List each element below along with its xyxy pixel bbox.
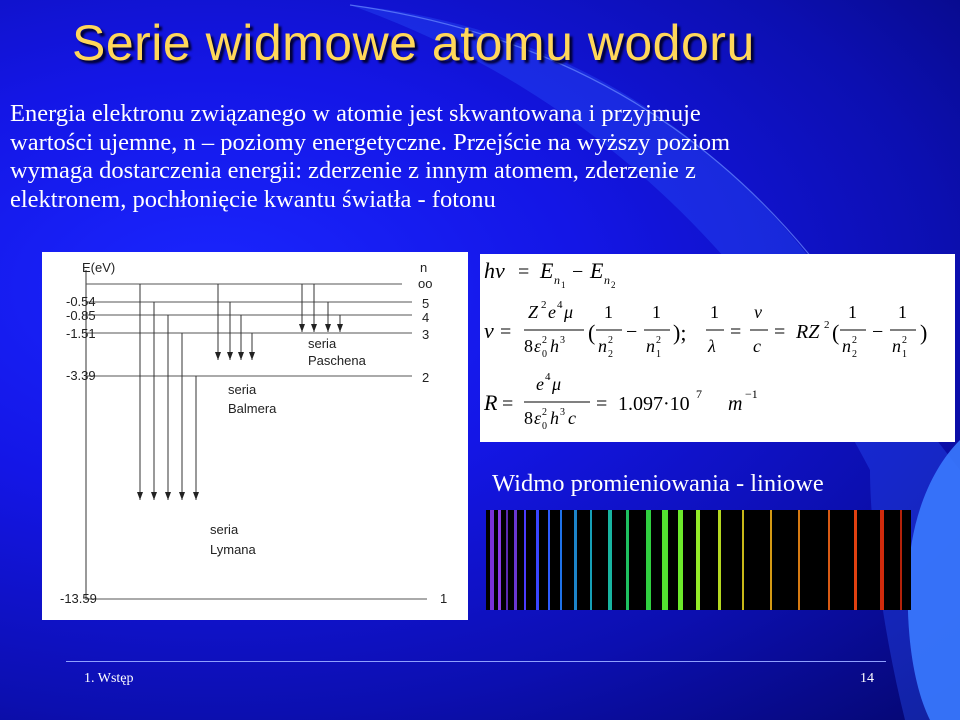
balmer-arrow-head	[215, 352, 221, 360]
spectral-line	[770, 510, 772, 610]
spectral-line	[524, 510, 526, 610]
spectral-line	[798, 510, 800, 610]
level-n-label: oo	[418, 276, 433, 291]
balmer-arrow-head	[238, 352, 244, 360]
spectral-line	[696, 510, 700, 610]
svg-text:2: 2	[852, 349, 857, 360]
spectral-line	[506, 510, 508, 610]
svg-text:−: −	[872, 321, 884, 343]
energy-symbol: E	[540, 258, 554, 283]
line-spectrum	[486, 510, 911, 610]
paschen-arrow-head	[299, 324, 305, 332]
svg-text:c: c	[753, 336, 761, 356]
spectral-line	[854, 510, 857, 610]
spectral-line	[626, 510, 629, 610]
svg-text:2: 2	[902, 335, 907, 346]
svg-text:=: =	[596, 393, 608, 415]
spectrum-svg	[486, 510, 911, 610]
n-column-header: n	[420, 260, 428, 275]
spectral-line	[490, 510, 494, 610]
spectral-line	[718, 510, 721, 610]
rydberg-unit-exponent: −1	[745, 387, 758, 401]
series-label: seria	[210, 522, 239, 537]
lyman-arrow-head	[193, 492, 199, 500]
svg-text:2: 2	[608, 349, 613, 360]
svg-text:4: 4	[545, 371, 551, 383]
svg-text:2: 2	[824, 319, 830, 331]
frequency-formula	[484, 299, 927, 360]
svg-text:2: 2	[608, 335, 613, 346]
level-energy-label: -13.59	[60, 591, 97, 606]
series-label: Balmera	[228, 401, 277, 416]
svg-text:e: e	[536, 374, 544, 394]
svg-text:Z: Z	[528, 302, 539, 322]
spectrum-caption: Widmo promieniowania - liniowe	[492, 470, 824, 497]
svg-text:): )	[920, 320, 928, 345]
svg-text:8: 8	[524, 408, 533, 428]
svg-text:1: 1	[898, 302, 907, 322]
intro-line: elektronem, pochłonięcie kwantu światła - fotonu	[10, 185, 496, 213]
spectral-line	[574, 510, 577, 610]
energy-subsubscript: 2	[611, 280, 616, 290]
svg-text:RZ: RZ	[796, 321, 820, 343]
minus-sign: −	[572, 261, 584, 283]
energy-symbol: E	[590, 258, 604, 283]
svg-text:e: e	[548, 302, 556, 322]
spectral-line	[880, 510, 884, 610]
spectral-line	[514, 510, 517, 610]
svg-text:1: 1	[656, 349, 661, 360]
svg-text:=: =	[730, 321, 742, 343]
energy-axis-label: E(eV)	[82, 260, 116, 275]
svg-text:ν: ν	[484, 318, 494, 343]
level-energy-label: -3.39	[66, 368, 96, 383]
svg-text:2: 2	[541, 299, 547, 311]
intro-line: wymaga dostarczenia energii: zderzenie z innym atomem, zderzenie z	[10, 157, 696, 184]
level-n-label: 2	[422, 370, 430, 385]
intro-line: Energia elektronu związanego w atomie jest skwantowana i przyjmuje	[10, 100, 701, 127]
slide-title: Serie widmowe atomu wodoru	[72, 15, 755, 71]
svg-text:2: 2	[656, 335, 661, 346]
paschen-arrow-head	[325, 324, 331, 332]
svg-text:1: 1	[848, 302, 857, 322]
svg-text:(: (	[832, 320, 840, 345]
svg-text:8: 8	[524, 336, 533, 356]
rydberg-unit: m	[728, 393, 743, 415]
svg-text:R: R	[484, 390, 498, 415]
svg-text:h: h	[550, 408, 559, 428]
svg-text:n: n	[842, 336, 851, 356]
spectral-line	[828, 510, 830, 610]
svg-text:);: );	[673, 320, 687, 345]
svg-text:0: 0	[542, 421, 547, 432]
svg-text:μ: μ	[552, 374, 562, 394]
spectral-line	[742, 510, 744, 610]
level-energy-label: -0.85	[66, 308, 96, 323]
svg-text:0: 0	[542, 349, 547, 360]
svg-text:=: =	[502, 393, 514, 415]
spectral-line	[900, 510, 902, 610]
spectral-line	[498, 510, 501, 610]
equals-sign: =	[518, 261, 530, 283]
svg-text:1: 1	[902, 349, 907, 360]
level-n-label: 1	[440, 591, 448, 606]
intro-paragraph	[10, 100, 955, 214]
level-n-label: 5	[422, 296, 430, 311]
page-number: 14	[860, 671, 874, 686]
svg-text:2: 2	[852, 335, 857, 346]
series-label: seria	[308, 336, 337, 351]
energy-subscript: n	[554, 273, 560, 287]
svg-text:n: n	[646, 336, 655, 356]
svg-text:λ: λ	[708, 336, 716, 356]
svg-text:2: 2	[542, 335, 547, 346]
energy-subsubscript: 1	[561, 280, 566, 290]
level-energy-label: -0.54	[66, 294, 96, 309]
paschen-arrow-head	[311, 324, 317, 332]
level-n-label: 4	[422, 310, 430, 325]
spectral-line	[548, 510, 550, 610]
svg-text:ε: ε	[534, 336, 542, 356]
svg-text:n: n	[598, 336, 607, 356]
rydberg-exponent: 7	[696, 387, 702, 401]
svg-text:1: 1	[652, 302, 661, 322]
svg-text:=: =	[500, 321, 512, 343]
rydberg-value: 1.097·10	[618, 393, 690, 415]
svg-text:1: 1	[604, 302, 613, 322]
lyman-arrow-head	[165, 492, 171, 500]
intro-line: wartości ujemne, n – poziomy energetyczne. Przejście na wyższy poziom	[10, 128, 731, 156]
spectral-line	[662, 510, 668, 610]
svg-text:ν: ν	[754, 302, 762, 322]
svg-text:h: h	[550, 336, 559, 356]
spectral-line	[608, 510, 612, 610]
energy-level-svg	[42, 252, 468, 620]
svg-text:(: (	[588, 320, 596, 345]
lyman-arrow-head	[137, 492, 143, 500]
balmer-arrow-head	[249, 352, 255, 360]
balmer-arrow-head	[227, 352, 233, 360]
svg-text:c: c	[568, 408, 576, 428]
spectral-line	[590, 510, 592, 610]
spectral-line	[646, 510, 651, 610]
energy-level-diagram	[42, 252, 468, 620]
formula-panel	[480, 254, 955, 442]
level-energy-label: -1.51	[66, 326, 96, 341]
spectral-line	[560, 510, 562, 610]
planck-lhs: hν	[484, 258, 505, 283]
formula-svg	[480, 254, 955, 442]
svg-text:ε: ε	[534, 408, 542, 428]
rydberg-constant-formula	[483, 371, 607, 432]
lyman-arrow-head	[179, 492, 185, 500]
level-n-label: 3	[422, 327, 430, 342]
svg-text:4: 4	[557, 299, 563, 311]
footer-section-label: 1. Wstęp	[84, 671, 134, 686]
series-label: seria	[228, 382, 257, 397]
series-label: Lymana	[210, 542, 256, 557]
paschen-arrow-head	[337, 324, 343, 332]
svg-text:=: =	[774, 321, 786, 343]
series-label: Paschena	[308, 353, 366, 368]
svg-text:n: n	[892, 336, 901, 356]
spectral-line	[678, 510, 683, 610]
svg-text:3: 3	[560, 407, 565, 418]
svg-text:1: 1	[710, 302, 719, 322]
svg-text:2: 2	[542, 407, 547, 418]
svg-text:−: −	[626, 321, 638, 343]
lyman-arrow-head	[151, 492, 157, 500]
footer-divider	[66, 661, 886, 662]
svg-text:μ: μ	[564, 302, 574, 322]
svg-text:3: 3	[560, 335, 565, 346]
spectral-line	[536, 510, 539, 610]
energy-subscript: n	[604, 273, 610, 287]
